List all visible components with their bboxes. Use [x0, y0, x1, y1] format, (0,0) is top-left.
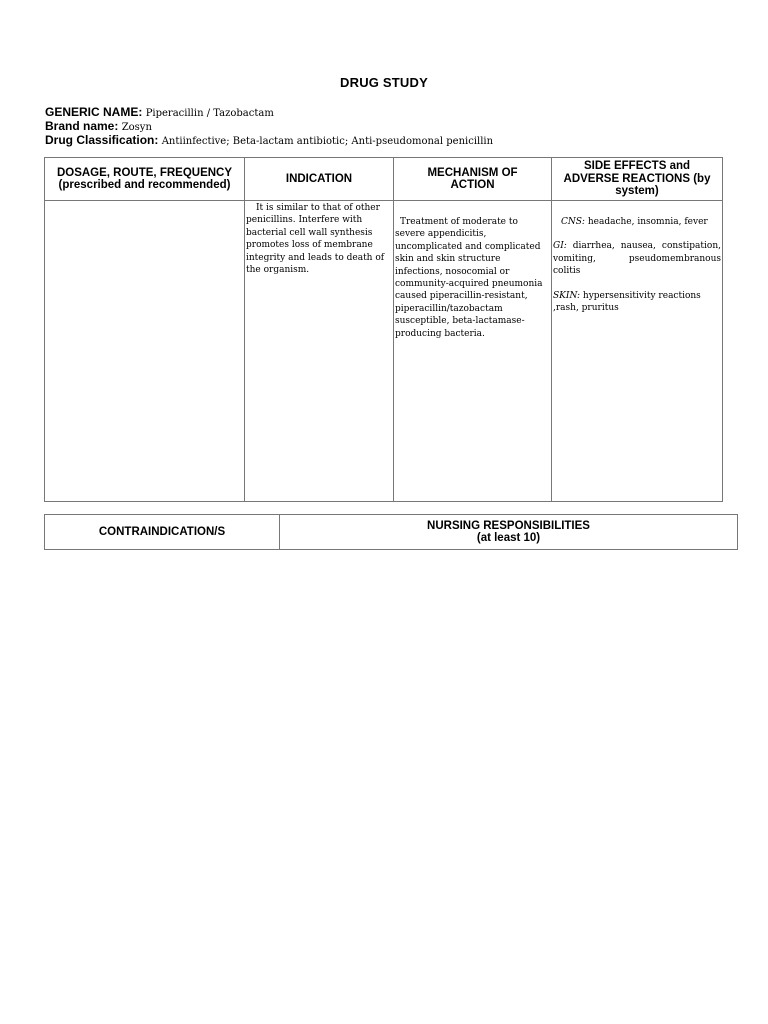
brand-name-label: Brand name: — [45, 119, 119, 133]
brand-name-value: Zosyn — [121, 122, 152, 133]
cns-text: headache, insomnia, fever — [587, 217, 708, 227]
mechanism-text: Treatment of moderate to severe appendicitis, uncomplicated and complicated skin and skin structure infections, nosocomial or community-acquired pneumonia caused piperacillin-resistant, piperacillin/tazobactam susceptible, beta-lactamase-producing bacteria. — [395, 217, 543, 339]
nursing-header-title: NURSING RESPONSIBILITIES — [427, 519, 590, 532]
skin-effects — [553, 290, 721, 315]
gi-label: GI: — [553, 241, 567, 252]
classification-value: Antiinfective; Beta-lactam antibiotic; Anti-pseudomonal penicillin — [161, 136, 494, 147]
indication-text: It is similar to that of other penicillins. Interfere with bacterial cell wall synthesis promotes loss of membrane integrity and leads to death of the organism. — [246, 203, 385, 276]
skin-label: SKIN: — [553, 290, 581, 301]
nursing-header-row — [45, 515, 738, 550]
generic-name-value: Piperacillin / Tazobactam — [145, 108, 274, 119]
gi-effects — [553, 240, 721, 277]
brand-name-line — [45, 120, 493, 134]
classification-line — [45, 134, 493, 148]
mechanism-cell — [394, 201, 552, 502]
page-title: DRUG STUDY — [340, 75, 428, 90]
nursing-header-subtitle: (at least 10) — [476, 532, 541, 544]
nursing-table — [44, 514, 738, 550]
table-row — [45, 201, 723, 502]
drug-study-table — [44, 157, 723, 502]
gi-text: diarrhea, nausea, constipation, vomiting, pseudomembranous colitis — [553, 241, 721, 277]
generic-name-line — [45, 106, 493, 120]
table-header-row — [45, 158, 723, 201]
dosage-cell — [45, 201, 245, 502]
side-effects-cell — [552, 201, 723, 502]
dosage-header: DOSAGE, ROUTE, FREQUENCY (prescribed and recommended) — [45, 158, 245, 201]
skin-text: hypersensitivity reactions ,rash, pruritus — [553, 290, 701, 314]
indication-cell — [245, 201, 394, 502]
side-effects-header: SIDE EFFECTS and ADVERSE REACTIONS (by system) — [552, 158, 723, 201]
cns-label: CNS: — [561, 217, 585, 227]
mechanism-header: MECHANISM OF ACTION — [394, 158, 552, 201]
generic-name-label: GENERIC NAME: — [45, 105, 143, 119]
drug-info — [45, 106, 493, 148]
contraindications-header: CONTRAINDICATION/S — [45, 515, 280, 550]
indication-header: INDICATION — [245, 158, 394, 201]
classification-label: Drug Classification: — [45, 133, 159, 147]
cns-effects — [553, 216, 721, 228]
nursing-responsibilities-header — [280, 515, 738, 550]
